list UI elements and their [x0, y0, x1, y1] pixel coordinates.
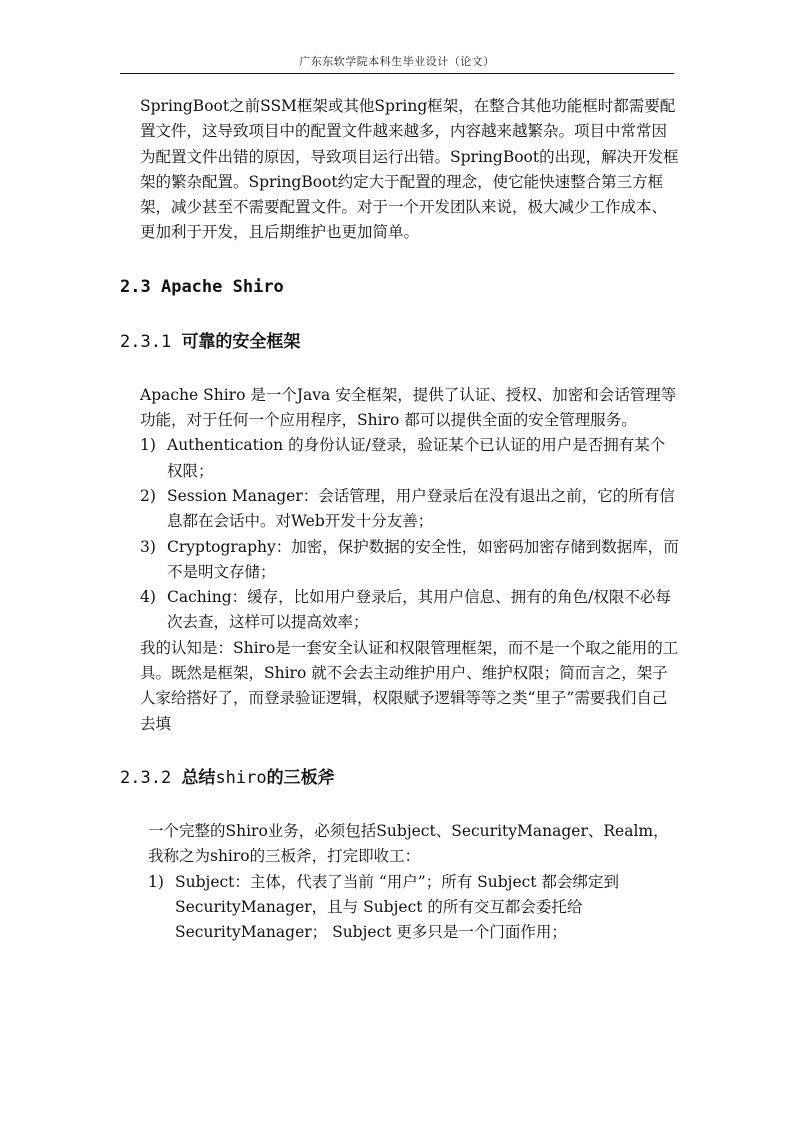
section-title: Apache Shiro: [160, 276, 284, 297]
list-item: [140, 484, 680, 535]
section-number: 2.3: [120, 276, 151, 297]
section-title-suffix: 的三板斧: [266, 767, 335, 788]
section-title-word: shiro: [215, 767, 267, 788]
list-item-number: 4): [140, 588, 156, 607]
header-rule: [120, 73, 674, 74]
list-item-text: Session Manager：会话管理，用户登录后在没有退出之前，它的所有信息都在会话中。对Web开发十分友善；: [167, 486, 675, 531]
list-item-number: 1): [140, 436, 156, 455]
list-item-text: Subject：主体，代表了当前 “用户”；所有 Subject 都会绑定到 SecurityManager，且与 Subject 的所有交互都会委托给 SecurityManager； Subject 更多只是一个门面作用；: [175, 872, 619, 942]
three-axes-list: [120, 870, 680, 946]
list-item-text: Cryptography：加密，保护数据的安全性，如密码加密存储到数据库，而不是明文存储；: [167, 537, 679, 581]
section-heading-2-3-1: [120, 328, 680, 356]
list-item: [140, 535, 680, 586]
shiro-feature-list: [120, 433, 680, 635]
list-item-text: Authentication 的身份认证/登录，验证某个已认证的用户是否拥有某个权限；: [167, 436, 666, 480]
list-item-number: 2): [140, 486, 156, 505]
intro-paragraph: SpringBoot之前SSM框架或其他Spring框架，在整合其他功能框时都需要配置文件，这导致项目中的配置文件越来越多，内容越来越繁杂。项目中常常因为配置文件出错的原因，导致项目运行出错。SpringBoot的出现，解决开发框架的繁杂配置。SpringBoot约定大于配置的理念，使它能快速整合第三方框架，减少甚至不需要配置文件。对于一个开发团队来说，极大减少工作成本、更加利于开发，且后期维护也更加简单。: [140, 97, 679, 242]
section-number: 2.3.1: [120, 331, 172, 352]
shiro-intro-paragraph: Apache Shiro 是一个Java 安全框架，提供了认证、授权、加密和会话管理等功能，对于任何一个应用程序，Shiro 都可以提供全面的安全管理服务。: [140, 385, 677, 430]
list-item-number: 3): [140, 537, 156, 556]
section-title-prefix: 总结: [181, 767, 216, 788]
running-header: 广东东软学院本科生毕业设计（论文）: [299, 55, 495, 68]
section-number: 2.3.2: [120, 767, 172, 788]
list-item-number: 1): [148, 872, 164, 891]
section-title: 可靠的安全框架: [181, 331, 301, 352]
section-heading-2-3: [120, 273, 680, 301]
list-item: [140, 585, 680, 636]
shiro-conclusion-paragraph: 我的认知是：Shiro是一套安全认证和权限管理框架，而不是一个取之能用的工具。既然是框架，Shiro 就不会去主动维护用户、维护权限；简而言之，架子人家给搭好了，而登录验证逻辑，权限赋予逻辑等等之类“里子”需要我们自己去填: [140, 638, 679, 733]
section-heading-2-3-2: [120, 764, 680, 792]
three-axes-intro-paragraph: 一个完整的Shiro业务，必须包括Subject、SecurityManager、Realm，我称之为shiro的三板斧，打完即收工：: [148, 821, 669, 866]
list-item-text: Caching：缓存，比如用户登录后，其用户信息、拥有的角色/权限不必每次去查，这样可以提高效率；: [167, 588, 671, 632]
page-content: [120, 94, 680, 945]
list-item: [140, 433, 680, 484]
list-item: [148, 870, 680, 946]
